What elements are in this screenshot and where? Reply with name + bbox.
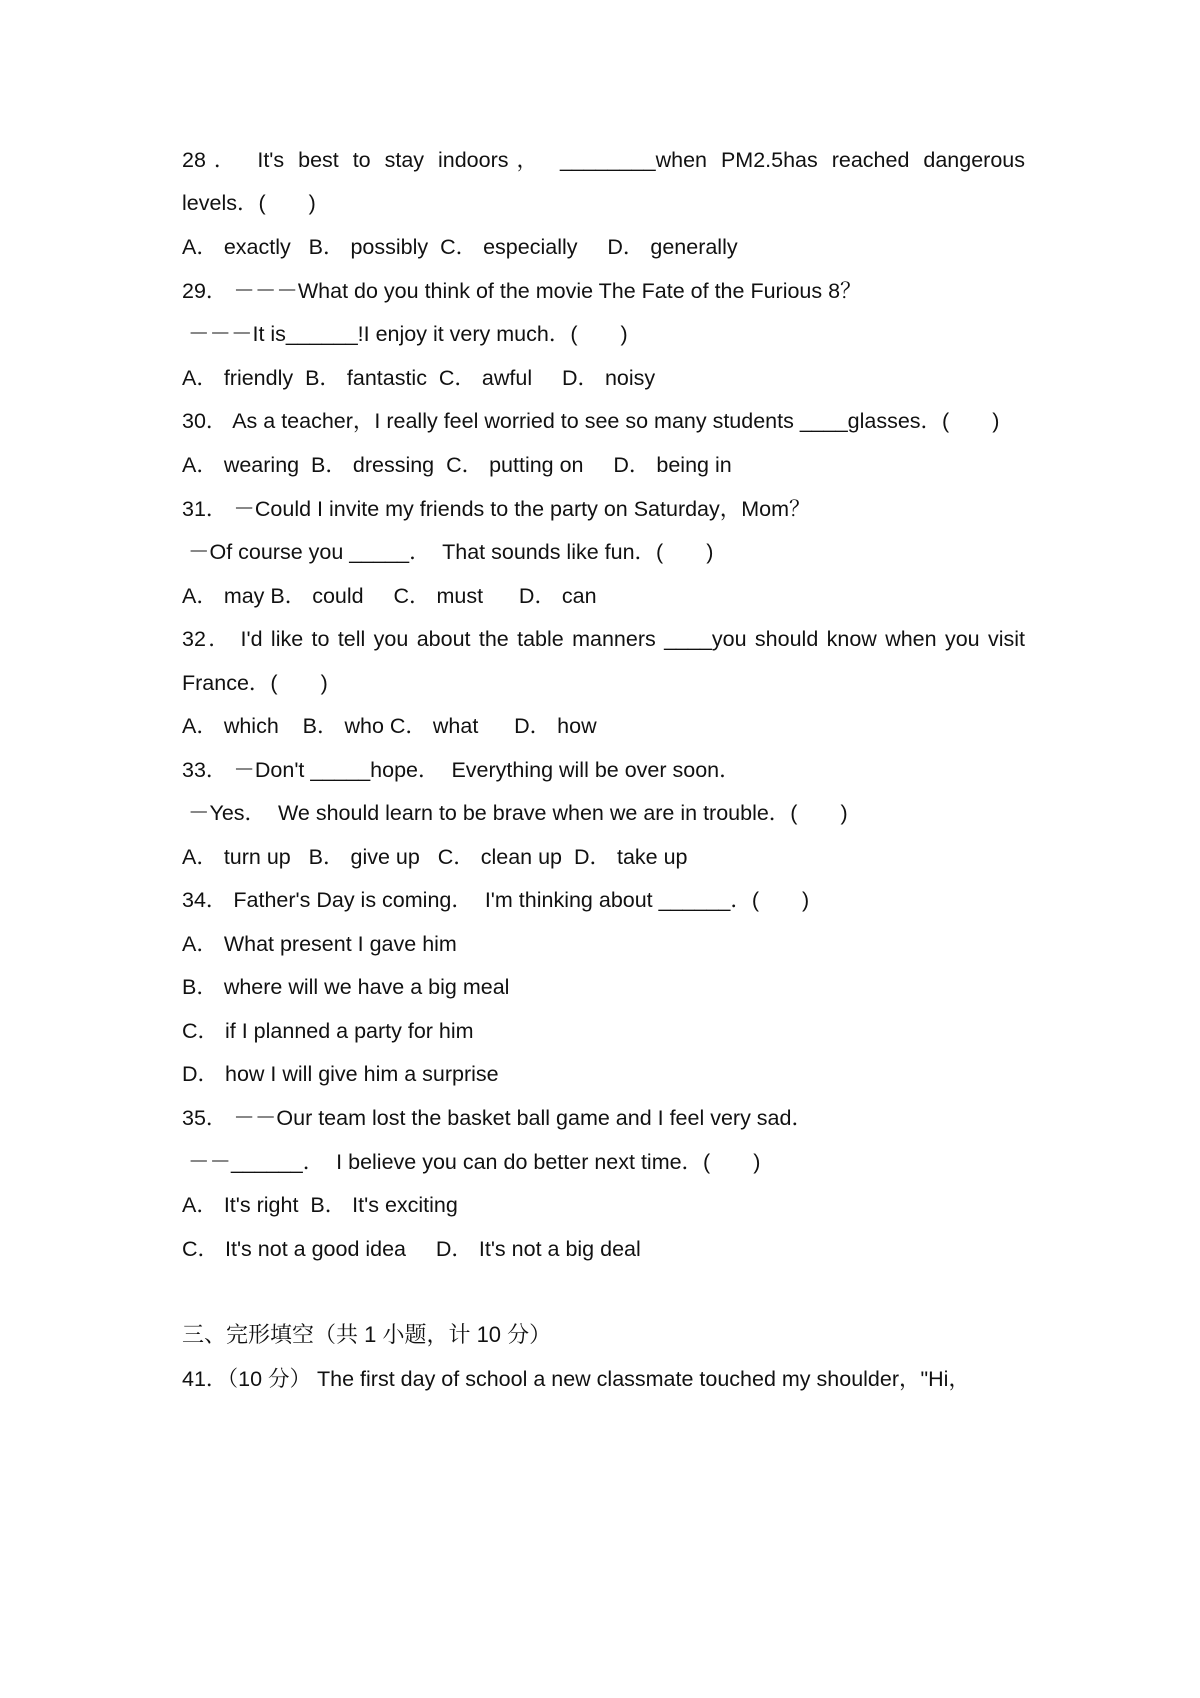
question-32-line-2: France．( ) xyxy=(182,671,328,695)
question-29-options: A． friendly B． fantastic C． awful D． noisy xyxy=(182,366,656,390)
question-41-line-1: 41．（10 分） The first day of school a new classmate touched my shoulder，"Hi， xyxy=(182,1367,970,1391)
question-35-line-1: 35． －－Our team lost the basket ball game and I feel very sad． xyxy=(182,1106,813,1130)
question-34-option-b: B． where will we have a big meal xyxy=(182,975,510,999)
question-30-options: A． wearing B． dressing C． putting on D． being in xyxy=(182,453,732,477)
question-31-line-1: 31． －Could I invite my friends to the party on Saturday，Mom？ xyxy=(182,497,811,521)
question-33-line-2: －Yes． We should learn to be brave when we are in trouble．( ) xyxy=(182,801,848,825)
question-31-line-2: －Of course you _____． That sounds like fun．( ) xyxy=(182,540,714,564)
question-28-options: A． exactly B． possibly C． especially D． generally xyxy=(182,235,738,259)
question-28-line-2: levels．( ) xyxy=(182,191,316,215)
question-29-line-2: －－－It is______!I enjoy it very much．( ) xyxy=(182,322,628,346)
question-28-line-1: 28． It's best to stay indoors， ________when PM2.5has reached dangerous xyxy=(182,148,1025,172)
question-35-options-ab: A． It's right B． It's exciting xyxy=(182,1193,458,1217)
question-32-options: A． which B． who C． what D． how xyxy=(182,714,597,738)
question-32-line-1: 32． I'd like to tell you about the table manners ____you should know when you visit xyxy=(182,627,1025,651)
question-34-option-a: A． What present I gave him xyxy=(182,932,457,956)
section-heading: 三、完形填空（共 1 小题，计 10 分） xyxy=(182,1322,552,1347)
question-35-line-2: －－______． I believe you can do better next time．( ) xyxy=(182,1150,761,1174)
question-31-options: A． may B． could C． must D． can xyxy=(182,584,597,608)
question-34-option-d: D． how I will give him a surprise xyxy=(182,1062,499,1086)
question-33-line-1: 33． －Don't _____hope． Everything will be over soon． xyxy=(182,758,741,782)
question-34-option-c: C． if I planned a party for him xyxy=(182,1019,474,1043)
question-33-options: A． turn up B． give up C． clean up D． take up xyxy=(182,845,688,869)
question-30-line-1: 30． As a teacher，I really feel worried to see so many students ____glasses．( ) xyxy=(182,409,1000,433)
question-29-line-1: 29． －－－What do you think of the movie The Fate of the Furious 8？ xyxy=(182,279,862,303)
question-34-line-1: 34． Father's Day is coming． I'm thinking about ______．( ) xyxy=(182,888,810,912)
question-35-options-cd: C． It's not a good idea D． It's not a big deal xyxy=(182,1237,641,1261)
